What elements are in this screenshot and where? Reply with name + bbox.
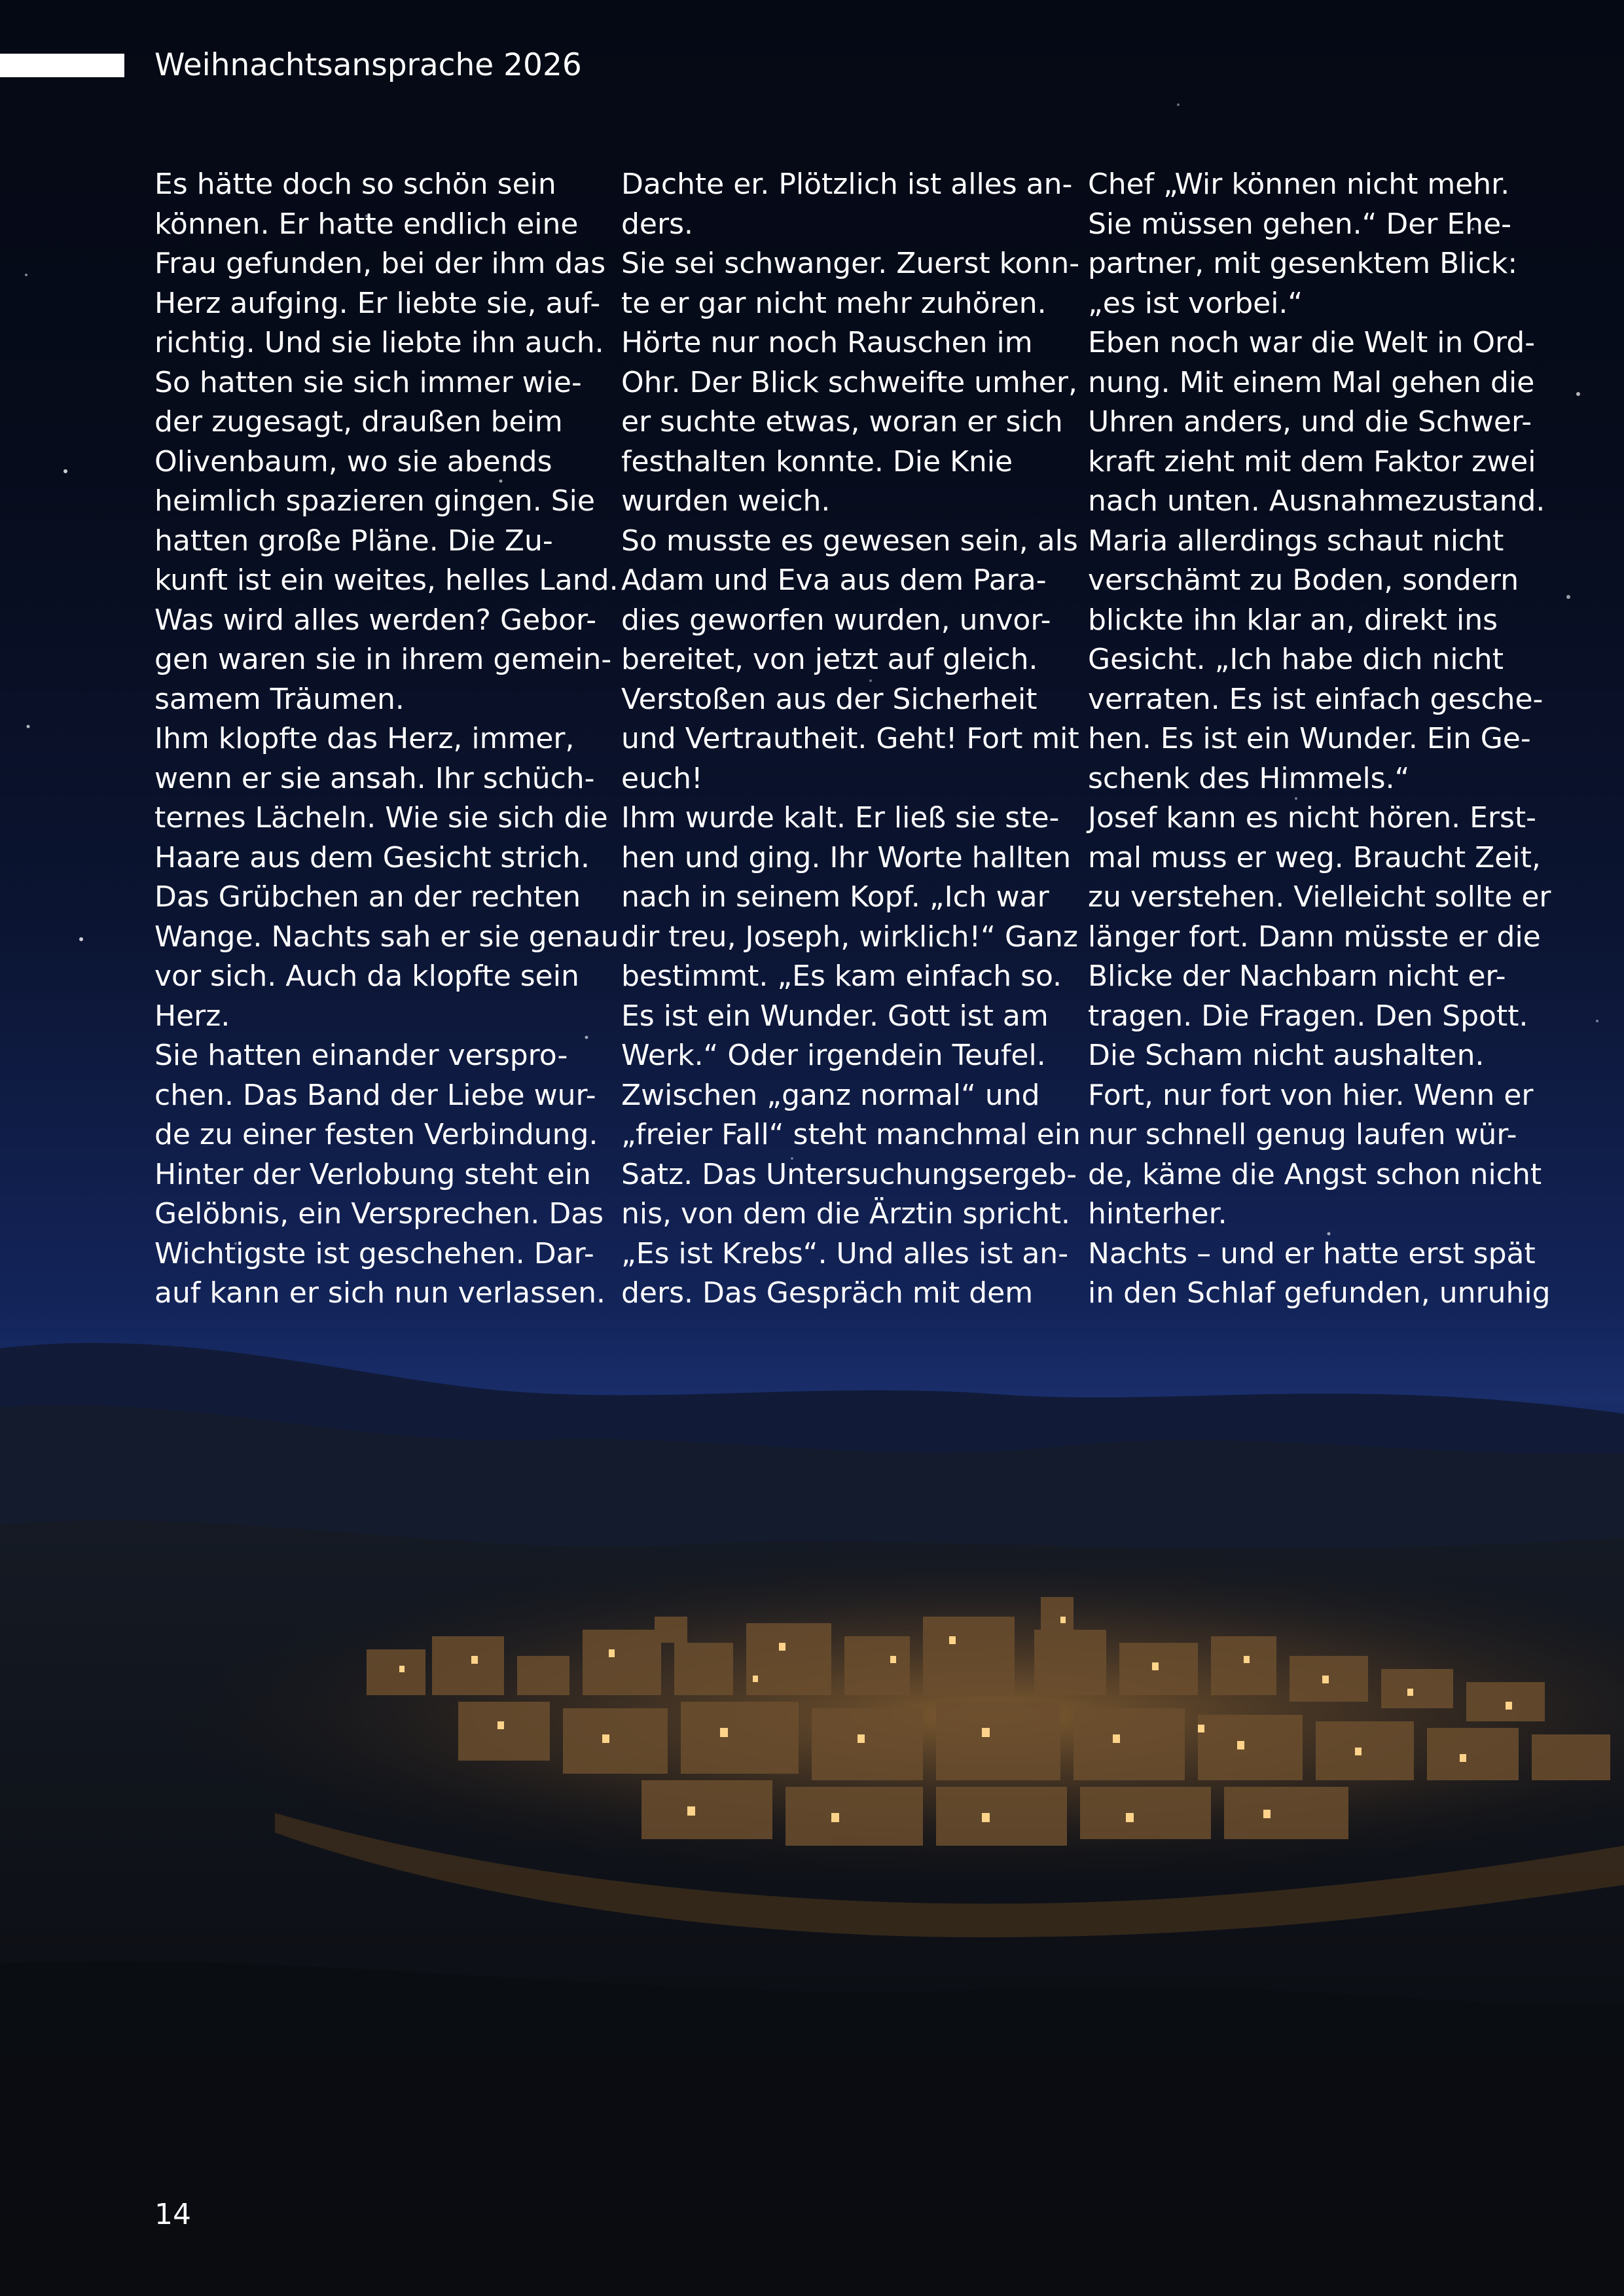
text-line: wurden weich. — [621, 484, 831, 518]
text-line: festhalten konnte. Die Knie — [621, 444, 1013, 478]
text-line: nung. Mit einem Mal gehen die — [1088, 365, 1535, 399]
text-line: de zu einer festen Verbindung. — [154, 1118, 598, 1151]
text-line: Chef „Wir können nicht mehr. — [1088, 168, 1510, 201]
text-line: hen und ging. Ihr Worte hallten — [621, 840, 1072, 874]
text-line: „es ist vorbei.“ — [1088, 286, 1303, 320]
text-line: heimlich spazieren gingen. Sie — [154, 484, 595, 518]
text-line: tragen. Die Fragen. Den Spott. — [1088, 999, 1528, 1033]
text-line: kunft ist ein weites, helles Land. — [154, 564, 619, 597]
text-line: Adam und Eva aus dem Para- — [621, 564, 1047, 597]
text-line: schenk des Himmels.“ — [1088, 761, 1410, 795]
text-line: Die Scham nicht aushalten. — [1088, 1039, 1485, 1072]
text-line: Nachts – und er hatte erst spät — [1088, 1236, 1536, 1270]
text-line: Sie müssen gehen.“ Der Ehe- — [1088, 207, 1512, 241]
text-line: verraten. Es ist einfach gesche- — [1088, 682, 1543, 716]
text-line: ternes Lächeln. Wie sie sich die — [154, 801, 608, 834]
text-line: Frau gefunden, bei der ihm das — [154, 247, 606, 280]
text-line: hatten große Pläne. Die Zu- — [154, 524, 553, 558]
text-line: chen. Das Band der Liebe wur- — [154, 1078, 596, 1112]
text-line: hinterher. — [1088, 1197, 1227, 1230]
text-line: Wichtigste ist geschehen. Dar- — [154, 1236, 594, 1270]
text-line: blickte ihn klar an, direkt ins — [1088, 603, 1498, 637]
text-line: können. Er hatte endlich eine — [154, 207, 579, 241]
text-line: nur schnell genug laufen wür- — [1088, 1118, 1517, 1151]
text-line: zu verstehen. Vielleicht sollte er — [1088, 880, 1551, 914]
text-line: partner, mit gesenktem Blick: — [1088, 247, 1518, 280]
text-line: Wange. Nachts sah er sie genau — [154, 920, 619, 954]
text-line: Hinter der Verlobung steht ein — [154, 1157, 591, 1191]
text-line: So hatten sie sich immer wie- — [154, 365, 582, 399]
text-line: Gesicht. „Ich habe dich nicht — [1088, 643, 1504, 676]
text-line: Herz aufging. Er liebte sie, auf- — [154, 286, 601, 320]
text-line: Ohr. Der Blick schweifte umher, — [621, 365, 1077, 399]
text-line: Blicke der Nachbarn nicht er- — [1088, 960, 1506, 993]
text-column-3 — [1088, 165, 1551, 1314]
text-line: dies geworfen wurden, unvor- — [621, 603, 1051, 637]
text-line: Verstoßen aus der Sicherheit — [621, 682, 1038, 716]
text-line: vor sich. Auch da klopfte sein — [154, 960, 579, 993]
text-line: wenn er sie ansah. Ihr schüch- — [154, 761, 595, 795]
text-line: samem Träumen. — [154, 682, 405, 716]
text-line: te er gar nicht mehr zuhören. — [621, 286, 1047, 320]
text-line: in den Schlaf gefunden, unruhig — [1088, 1276, 1551, 1310]
text-line: So musste es gewesen sein, als — [621, 524, 1078, 558]
text-line: Werk.“ Oder irgendein Teufel. — [621, 1039, 1046, 1072]
text-column-1 — [154, 165, 619, 1314]
text-line: dir treu, Joseph, wirklich!“ Ganz — [621, 920, 1078, 954]
text-line: richtig. Und sie liebte ihn auch. — [154, 326, 604, 359]
text-line: kraft zieht mit dem Faktor zwei — [1088, 444, 1536, 478]
text-line: Olivenbaum, wo sie abends — [154, 444, 552, 478]
text-line: Maria allerdings schaut nicht — [1088, 524, 1504, 558]
text-line: bereitet, von jetzt auf gleich. — [621, 643, 1038, 676]
text-line: bestimmt. „Es kam einfach so. — [621, 960, 1062, 993]
text-line: „freier Fall“ steht manchmal ein — [621, 1118, 1081, 1151]
text-line: Zwischen „ganz normal“ und — [621, 1078, 1040, 1112]
text-line: ders. — [621, 207, 693, 241]
text-line: hen. Es ist ein Wunder. Ein Ge- — [1088, 722, 1531, 755]
text-line: Was wird alles werden? Gebor- — [154, 603, 597, 637]
text-line: verschämt zu Boden, sondern — [1088, 564, 1519, 597]
text-line: Fort, nur fort von hier. Wenn er — [1088, 1078, 1534, 1112]
text-line: Es hätte doch so schön sein — [154, 168, 556, 201]
text-line: Eben noch war die Welt in Ord- — [1088, 326, 1536, 359]
text-line: Satz. Das Untersuchungsergeb- — [621, 1157, 1077, 1191]
text-line: Gelöbnis, ein Versprechen. Das — [154, 1197, 604, 1230]
text-line: Hörte nur noch Rauschen im — [621, 326, 1033, 359]
text-line: nach unten. Ausnahmezustand. — [1088, 484, 1545, 518]
text-line: mal muss er weg. Braucht Zeit, — [1088, 840, 1541, 874]
text-line: „Es ist Krebs“. Und alles ist an- — [621, 1236, 1069, 1270]
text-line: Es ist ein Wunder. Gott ist am — [621, 999, 1049, 1033]
text-line: Haare aus dem Gesicht strich. — [154, 840, 590, 874]
text-column-2 — [621, 165, 1081, 1314]
text-line: auf kann er sich nun verlassen. — [154, 1276, 605, 1310]
text-line: er suchte etwas, woran er sich — [621, 405, 1063, 439]
text-line: Sie sei schwanger. Zuerst konn- — [621, 247, 1080, 280]
text-line: gen waren sie in ihrem gemein- — [154, 643, 612, 676]
text-line: Dachte er. Plötzlich ist alles an- — [621, 168, 1073, 201]
text-line: Ihm wurde kalt. Er ließ sie ste- — [621, 801, 1060, 834]
text-line: Herz. — [154, 999, 230, 1033]
page-header-title: Weihnachtsansprache 2026 — [154, 47, 582, 83]
text-line: nach in seinem Kopf. „Ich war — [621, 880, 1049, 914]
text-line: ders. Das Gespräch mit dem — [621, 1276, 1034, 1310]
header-accent-bar — [0, 54, 124, 77]
text-line: und Vertrautheit. Geht! Fort mit — [621, 722, 1079, 755]
text-line: euch! — [621, 761, 703, 795]
text-line: Ihm klopfte das Herz, immer, — [154, 722, 575, 755]
text-line: Josef kann es nicht hören. Erst- — [1088, 801, 1537, 834]
text-line: Sie hatten einander verspro- — [154, 1039, 568, 1072]
text-line: länger fort. Dann müsste er die — [1088, 920, 1541, 954]
text-line: der zugesagt, draußen beim — [154, 405, 563, 439]
text-line: nis, von dem die Ärztin spricht. — [621, 1197, 1071, 1230]
page-number: 14 — [154, 2198, 191, 2231]
text-line: de, käme die Angst schon nicht — [1088, 1157, 1542, 1191]
text-line: Das Grübchen an der rechten — [154, 880, 581, 914]
text-line: Uhren anders, und die Schwer- — [1088, 405, 1532, 439]
